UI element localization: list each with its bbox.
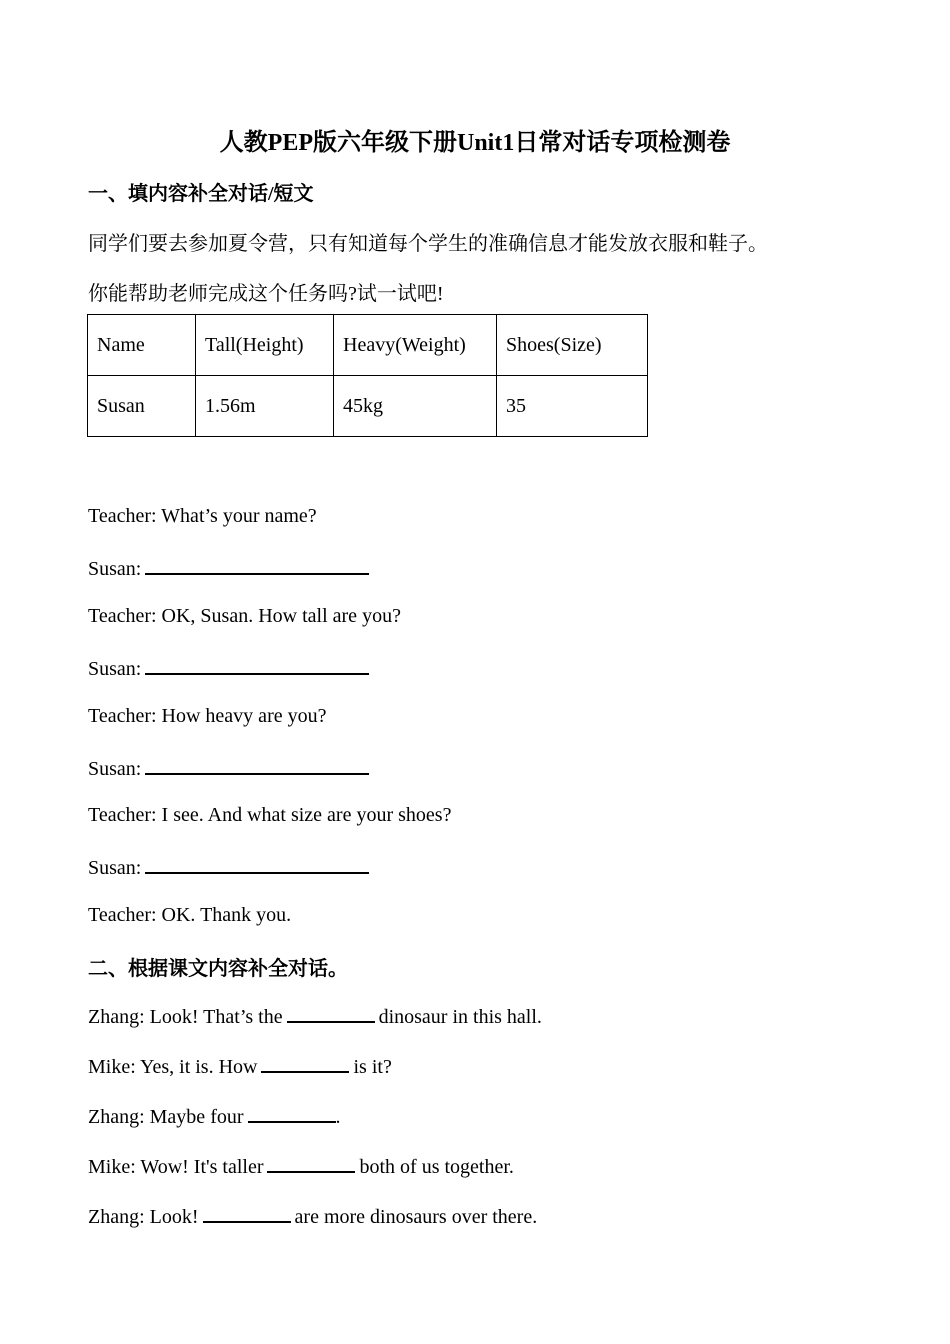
fill-in-blank[interactable]: [203, 1203, 291, 1223]
answer-blank[interactable]: [145, 755, 369, 775]
fill-in-blank[interactable]: [261, 1053, 349, 1073]
answer-blank[interactable]: [145, 655, 369, 675]
fill-in-line: [88, 1103, 341, 1129]
dialogue-line: Teacher: OK, Susan. How tall are you?: [88, 605, 401, 627]
page-title: 人教PEP版六年级下册Unit1日常对话专项检测卷: [219, 130, 731, 156]
fill-in-text: Zhang: Look! That’s the: [88, 1006, 283, 1028]
fill-in-text: Mike: Wow! It's taller: [88, 1156, 264, 1178]
student-info-table: [87, 314, 648, 437]
table-cell: 45kg: [334, 376, 497, 437]
fill-in-text: .: [335, 1106, 341, 1128]
section-1-heading: 一、填内容补全对话/短文: [88, 183, 314, 205]
fill-in-text: Zhang: Look!: [88, 1206, 199, 1228]
table-header-cell: Name: [88, 315, 196, 376]
fill-in-text: dinosaur in this hall.: [378, 1006, 542, 1028]
table-header-row: [88, 315, 648, 376]
fill-in-text: is it?: [353, 1056, 392, 1078]
fill-in-line: [88, 1153, 514, 1179]
fill-in-blank[interactable]: [267, 1153, 355, 1173]
fill-in-line: [88, 1203, 537, 1229]
section-1-intro-line-2: 你能帮助老师完成这个任务吗?试一试吧!: [88, 283, 444, 305]
fill-in-text: Zhang: Maybe four: [88, 1106, 244, 1128]
dialogue-answer-line: [88, 555, 369, 581]
table-header-cell: Heavy(Weight): [334, 315, 497, 376]
fill-in-line: [88, 1003, 542, 1029]
fill-in-text: are more dinosaurs over there.: [294, 1206, 538, 1228]
table-row: [88, 376, 648, 437]
dialogue-line: Teacher: What’s your name?: [88, 505, 317, 527]
dialogue-answer-line: [88, 655, 369, 681]
table-cell: Susan: [88, 376, 196, 437]
dialogue-answer-line: [88, 755, 369, 781]
table-cell: 35: [497, 376, 648, 437]
section-1-intro-line-1: 同学们要去参加夏令营，只有知道每个学生的准确信息才能发放衣服和鞋子。: [88, 233, 768, 255]
answer-blank[interactable]: [145, 854, 369, 874]
speaker-label: Susan:: [88, 857, 142, 879]
dialogue-answer-line: [88, 854, 369, 880]
fill-in-blank[interactable]: [248, 1103, 336, 1123]
fill-in-text: Mike: Yes, it is. How: [88, 1056, 258, 1078]
speaker-label: Susan:: [88, 558, 142, 580]
fill-in-text: both of us together.: [359, 1156, 514, 1178]
table-header-cell: Shoes(Size): [497, 315, 648, 376]
speaker-label: Susan:: [88, 658, 142, 680]
table-header-cell: Tall(Height): [196, 315, 334, 376]
fill-in-line: [88, 1053, 392, 1079]
dialogue-line: Teacher: How heavy are you?: [88, 705, 327, 727]
dialogue-line: Teacher: I see. And what size are your shoes?: [88, 804, 452, 826]
speaker-label: Susan:: [88, 758, 142, 780]
answer-blank[interactable]: [145, 555, 369, 575]
dialogue-line: Teacher: OK. Thank you.: [88, 904, 292, 926]
table-cell: 1.56m: [196, 376, 334, 437]
section-2-heading: 二、根据课文内容补全对话。: [88, 958, 348, 980]
fill-in-blank[interactable]: [287, 1003, 375, 1023]
